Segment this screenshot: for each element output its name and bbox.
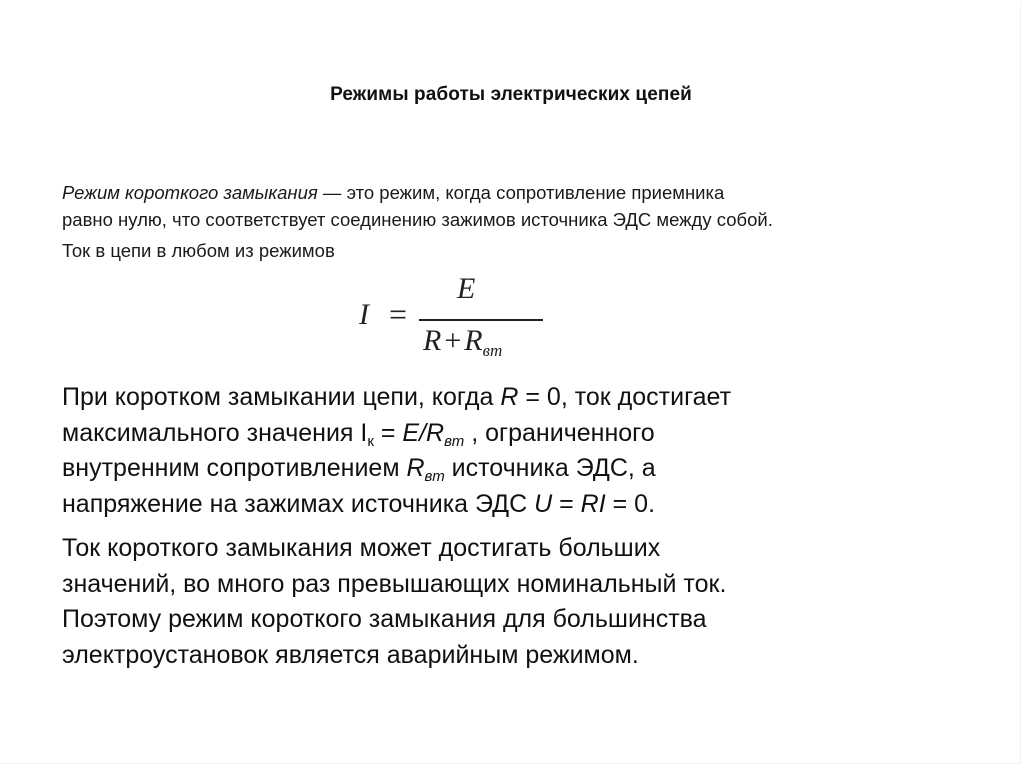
p1-text: = 0. (605, 489, 656, 518)
intro-line-1-rest: — это режим, когда сопротивление приемника (317, 182, 725, 203)
p1-text: напряжение на зажимах источника ЭДС (62, 489, 535, 518)
p1-text: При коротком замыкании цепи, когда (62, 383, 501, 411)
p1-text: источника ЭДС, а (444, 454, 656, 482)
p1-text: максимального значения I (62, 418, 368, 447)
current-formula (357, 270, 547, 365)
p1-var-ri: RI (580, 489, 606, 518)
p1-var-r: R (406, 454, 425, 482)
p1-text: внутренним сопротивлением (62, 454, 407, 482)
intro-text (62, 179, 992, 264)
main-text (62, 380, 962, 673)
p1-text: = 0, ток достигает (518, 383, 732, 411)
p1-text: = (552, 489, 581, 518)
p2-line: значений, во много раз превышающих номинальный ток. (62, 569, 727, 598)
p1-expr-e-over-r: E/R (402, 418, 445, 447)
p2-line: электроустановок является аварийным режимом. (62, 640, 639, 669)
p1-sub-vt: вт (424, 468, 445, 485)
p1-sub-k: к (367, 432, 374, 450)
p1-text: , ограниченного (464, 418, 655, 447)
formula-lhs: I (359, 298, 369, 331)
p2-line: Ток короткого замыкания может достигать больших (62, 534, 661, 562)
formula-numerator: E (457, 272, 476, 305)
paragraph-1 (62, 380, 962, 522)
denominator-r: R (423, 324, 442, 357)
slide-title: Режимы работы электрических цепей (330, 84, 692, 105)
term-short-circuit: Режим короткого замыкания (62, 182, 318, 203)
p1-var-u: U (534, 489, 553, 518)
p1-var-r: R (500, 383, 519, 411)
denominator-r-internal: R (464, 324, 483, 357)
p1-text: = (373, 418, 403, 447)
denominator-plus: + (444, 324, 462, 357)
p2-line: Поэтому режим короткого замыкания для большинства (62, 605, 707, 633)
paragraph-2 (62, 531, 962, 673)
denominator-subscript: вт (482, 341, 503, 360)
formula-equals: = (389, 296, 408, 332)
formula-denominator (423, 324, 502, 361)
slide (2, 2, 1021, 764)
fraction-bar (419, 319, 543, 321)
intro-line-2: равно нулю, что соответствует соединению зажимов источника ЭДС между собой. (62, 209, 773, 230)
p1-sub-vt: вт (444, 432, 465, 450)
intro-line-1 (62, 179, 992, 206)
intro-line-3: Ток в цепи в любом из режимов (62, 240, 335, 261)
